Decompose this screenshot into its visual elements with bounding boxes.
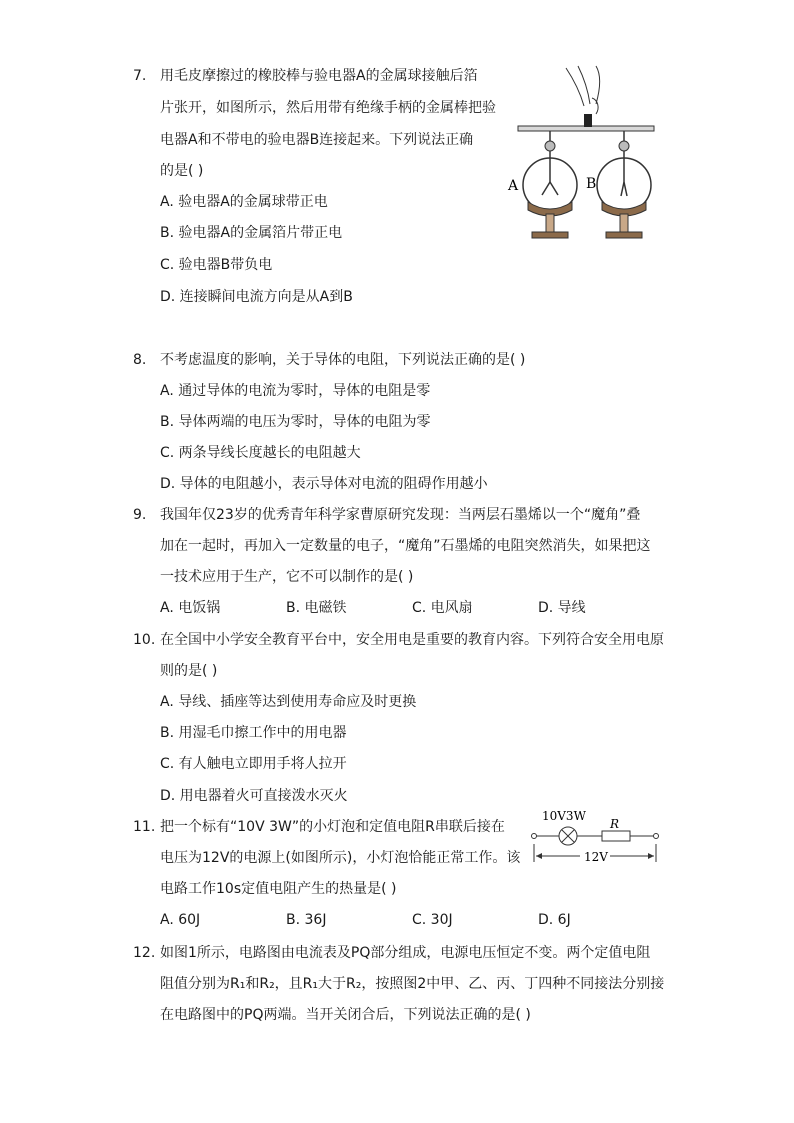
option-c: C. 验电器B带负电 xyxy=(160,257,273,273)
question-text-line: 电器A和不带电的验电器B连接起来。下列说法正确 xyxy=(160,132,474,148)
option-a: A. 验电器A的金属球带正电 xyxy=(160,194,328,210)
question-text-line: 加在一起时，再加入一定数量的电子，“魔角”石墨烯的电阻突然消失，如果把这 xyxy=(160,538,651,554)
question-text-line: 在全国中小学安全教育平台中，安全用电是重要的教育内容。下列符合安全用电原 xyxy=(160,632,664,648)
option-a: A. 60J xyxy=(160,912,201,928)
question-number: 9. xyxy=(133,507,147,523)
resistor-icon xyxy=(602,831,630,841)
question-number: 7. xyxy=(133,68,147,84)
option-d: D. 用电器着火可直接泼水灭火 xyxy=(160,788,348,804)
question-text-line: 的是( ) xyxy=(160,163,204,179)
option-c: C. 有人触电立即用手将人拉开 xyxy=(160,756,347,772)
lamp-label: 10V3W xyxy=(542,809,586,823)
question-text-line: 用毛皮摩擦过的橡胶棒与验电器A的金属球接触后箔 xyxy=(160,68,478,84)
question-text-line: 电路工作10s定值电阻产生的热量是( ) xyxy=(160,881,397,897)
option-b: B. 用湿毛巾擦工作中的用电器 xyxy=(160,725,347,741)
option-b: B. 导体两端的电压为零时，导体的电阻为零 xyxy=(160,414,431,430)
terminal-left xyxy=(532,834,537,839)
question-number: 11. xyxy=(133,819,156,835)
voltage-label: 12V xyxy=(584,850,608,864)
option-a: A. 电饭锅 xyxy=(160,600,221,616)
option-c: C. 两条导线长度越长的电阻越大 xyxy=(160,445,361,461)
question-text-line: 片张开，如图所示，然后用带有绝缘手柄的金属棒把验 xyxy=(160,100,496,116)
option-d: D. 连接瞬间电流方向是从A到B xyxy=(160,289,353,305)
option-c: C. 电风扇 xyxy=(412,600,473,616)
question-number: 8. xyxy=(133,352,147,368)
insulated-handle xyxy=(584,114,592,127)
label-a: A xyxy=(508,178,519,194)
option-c: C. 30J xyxy=(412,912,453,928)
electroscope-b xyxy=(597,131,651,238)
lamp-icon xyxy=(559,827,577,845)
label-b: B xyxy=(586,176,597,192)
option-a: A. 导线、插座等达到使用寿命应及时更换 xyxy=(160,694,417,710)
question-number: 12. xyxy=(133,945,156,961)
question-text-line: 不考虑温度的影响，关于导体的电阻，下列说法正确的是( ) xyxy=(160,352,526,368)
question-number: 10. xyxy=(133,632,156,648)
option-b: B. 验电器A的金属箔片带正电 xyxy=(160,225,343,241)
circuit-figure xyxy=(528,806,664,868)
option-d: D. 导线 xyxy=(538,600,586,616)
question-text-line: 电压为12V的电源上(如图所示)，小灯泡恰能正常工作。该 xyxy=(160,850,521,866)
question-text-line: 在电路图中的PQ两端。当开关闭合后，下列说法正确的是( ) xyxy=(160,1007,531,1023)
hand-sketch xyxy=(566,66,600,114)
resistor-label: R xyxy=(610,817,620,831)
question-text-line: 阻值分别为R₁和R₂，且R₁大于R₂，按照图2中甲、乙、丙、丁四种不同接法分别接 xyxy=(160,976,665,992)
question-text-line: 把一个标有“10V 3W”的小灯泡和定值电阻R串联后接在 xyxy=(160,819,505,835)
option-b: B. 36J xyxy=(286,912,327,928)
option-a: A. 通过导体的电流为零时，导体的电阻是零 xyxy=(160,383,431,399)
electroscope-figure xyxy=(500,60,670,245)
question-text-line: 一技术应用于生产，它不可以制作的是( ) xyxy=(160,569,414,585)
terminal-right xyxy=(654,834,659,839)
option-b: B. 电磁铁 xyxy=(286,600,347,616)
option-d: D. 6J xyxy=(538,912,571,928)
question-text-line: 我国年仅23岁的优秀青年科学家曹原研究发现：当两层石墨烯以一个“魔角”叠 xyxy=(160,507,641,523)
option-d: D. 导体的电阻越小，表示导体对电流的阻碍作用越小 xyxy=(160,476,488,492)
electroscope-a xyxy=(523,131,577,238)
question-text-line: 如图1所示，电路图由电流表及PQ部分组成，电源电压恒定不变。两个定值电阻 xyxy=(160,945,651,961)
question-text-line: 则的是( ) xyxy=(160,663,218,679)
